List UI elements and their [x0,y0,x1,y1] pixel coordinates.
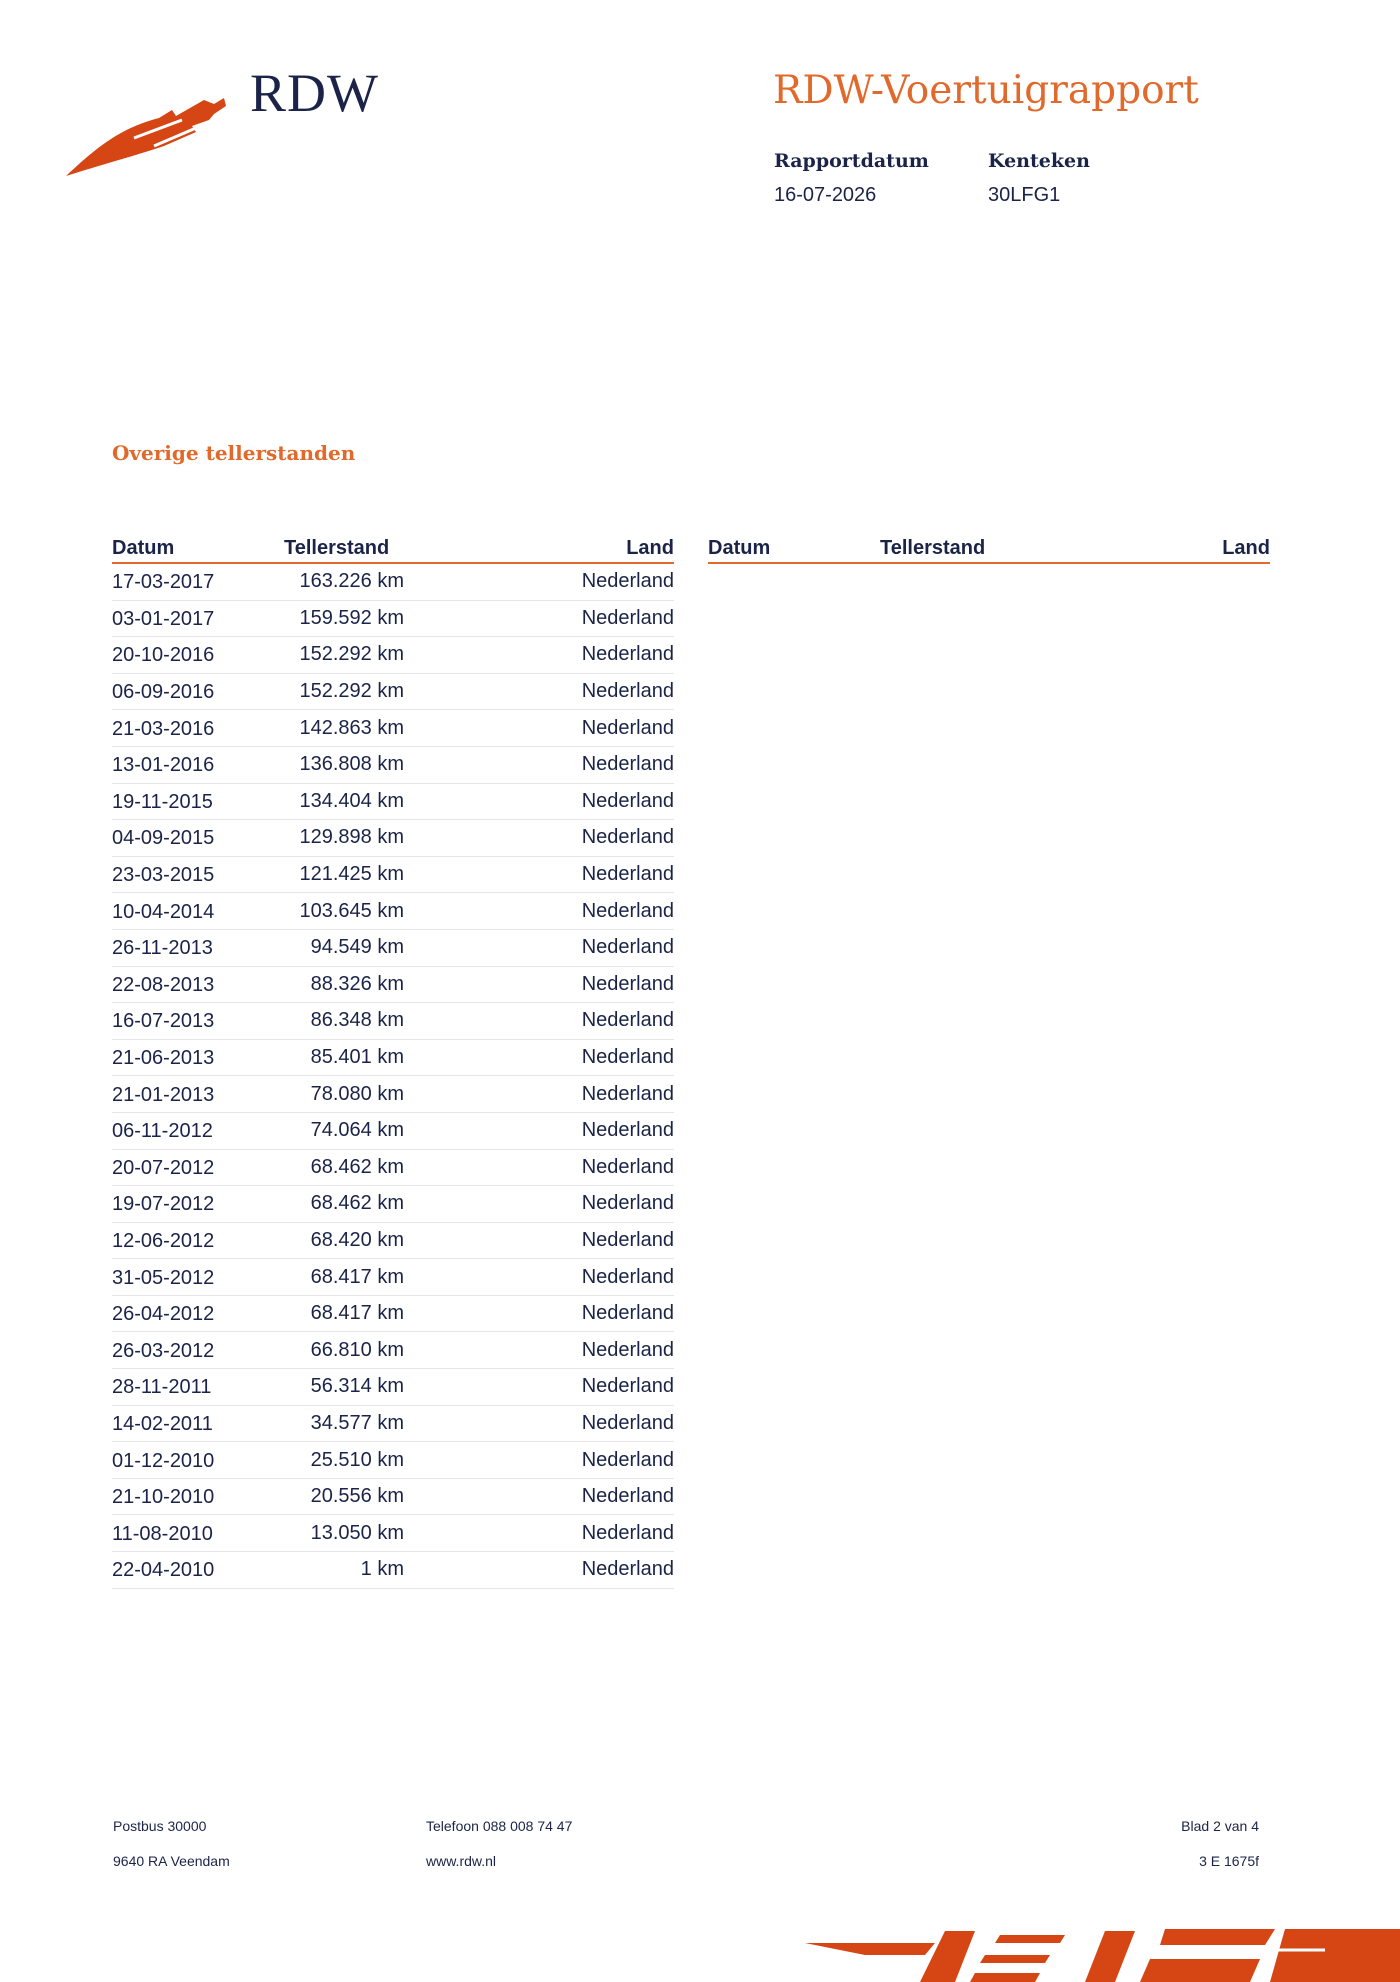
plate-label: Kenteken [988,150,1090,172]
cell-tellerstand: 34.577 km [310,1411,404,1434]
cell-datum: 26-03-2012 [112,1339,215,1362]
cell-tellerstand: 68.462 km [310,1192,404,1215]
cell-datum: 21-06-2013 [112,1047,215,1070]
table-row [112,967,674,1004]
cell-datum: 03-01-2017 [112,607,215,630]
cell-datum: 19-11-2015 [112,790,213,813]
cell-land: Nederland [581,1558,674,1581]
cell-datum: 16-07-2013 [112,1010,215,1033]
table-row [112,1186,674,1223]
cell-datum: 23-03-2015 [112,864,215,887]
table-row [112,601,674,638]
table-row [112,1406,674,1443]
cell-datum: 22-04-2010 [112,1559,215,1582]
cell-land: Nederland [581,753,674,776]
cell-datum: 21-10-2010 [112,1486,215,1509]
cell-land: Nederland [581,1521,674,1544]
table-row [112,710,674,747]
cell-land: Nederland [581,1302,674,1325]
table-row [112,820,674,857]
cell-tellerstand: 78.080 km [310,1082,404,1105]
cell-tellerstand: 152.292 km [299,680,404,703]
cell-tellerstand: 159.592 km [299,606,404,629]
table-row [112,893,674,930]
table-row [112,1223,674,1260]
plate-value: 30LFG1 [988,184,1061,206]
report-date-label: Rapportdatum [774,150,929,172]
cell-land: Nederland [581,826,674,849]
cell-land: Nederland [581,789,674,812]
cell-land: Nederland [581,1265,674,1288]
table-row [112,1296,674,1333]
header-land: Land [626,537,674,559]
cell-datum: 31-05-2012 [112,1266,215,1289]
cell-tellerstand: 121.425 km [299,863,404,886]
cell-land: Nederland [581,1228,674,1251]
cell-tellerstand: 68.417 km [310,1302,404,1325]
cell-land: Nederland [581,570,674,593]
cell-datum: 04-09-2015 [112,827,215,850]
cell-tellerstand: 134.404 km [299,789,404,812]
table-row [112,1259,674,1296]
cell-tellerstand: 129.898 km [299,826,404,849]
cell-tellerstand: 68.420 km [310,1228,404,1251]
cell-land: Nederland [581,1009,674,1032]
cell-datum: 21-01-2013 [112,1083,215,1106]
cell-land: Nederland [581,1119,674,1142]
cell-datum: 12-06-2012 [112,1229,215,1252]
table-row [112,1332,674,1369]
footer-website[interactable]: www.rdw.nl [426,1853,497,1869]
cell-land: Nederland [581,936,674,959]
cell-datum: 06-09-2016 [112,681,215,704]
table-row [112,1150,674,1187]
cell-tellerstand: 56.314 km [310,1375,404,1398]
table-row [112,857,674,894]
cell-land: Nederland [581,680,674,703]
rdw-wing-icon [64,90,234,180]
header-tellerstand: Tellerstand [284,537,390,559]
logo-text: RDW [250,63,379,123]
cell-datum: 19-07-2012 [112,1193,215,1216]
cell-datum: 20-10-2016 [112,644,215,667]
cell-land: Nederland [581,1192,674,1215]
cell-tellerstand: 86.348 km [310,1009,404,1032]
table-row [112,747,674,784]
table-row [112,1040,674,1077]
footer-address-line1: Postbus 30000 [113,1818,207,1834]
report-date: 16-07-2026 [774,184,877,206]
cell-datum: 26-04-2012 [112,1303,215,1326]
cell-datum: 21-03-2016 [112,717,215,740]
cell-land: Nederland [581,972,674,995]
odometer-table-left [112,534,674,1589]
table-header [112,534,674,564]
rdw-logo [64,62,384,182]
cell-tellerstand: 152.292 km [299,643,404,666]
cell-land: Nederland [581,1411,674,1434]
cell-datum: 17-03-2017 [112,571,215,594]
cell-land: Nederland [581,643,674,666]
cell-datum: 28-11-2011 [112,1376,212,1399]
cell-datum: 10-04-2014 [112,900,215,923]
cell-tellerstand: 1 km [360,1558,404,1581]
table-row [112,637,674,674]
cell-datum: 13-01-2016 [112,754,215,777]
cell-land: Nederland [581,606,674,629]
footer-code: 3 E 1675f [1199,1853,1259,1869]
cell-land: Nederland [581,1155,674,1178]
table-row [112,784,674,821]
cell-land: Nederland [581,863,674,886]
table-row [112,1076,674,1113]
table-row [112,1369,674,1406]
cell-tellerstand: 20.556 km [310,1485,404,1508]
decorative-stripes [805,1925,1400,1982]
table-row [112,1113,674,1150]
table-row [112,930,674,967]
table-row [112,674,674,711]
cell-land: Nederland [581,1046,674,1069]
cell-datum: 06-11-2012 [112,1120,213,1143]
table-row [112,1552,674,1589]
cell-datum: 14-02-2011 [112,1412,213,1435]
cell-datum: 01-12-2010 [112,1449,215,1472]
table-row [112,1479,674,1516]
cell-land: Nederland [581,1448,674,1471]
header-datum: Datum [708,537,771,559]
cell-tellerstand: 68.462 km [310,1155,404,1178]
cell-tellerstand: 66.810 km [310,1338,404,1361]
footer-page-number: Blad 2 van 4 [1181,1818,1259,1834]
header-land: Land [1222,537,1270,559]
header-datum: Datum [112,537,175,559]
table-row [112,1442,674,1479]
cell-land: Nederland [581,1338,674,1361]
cell-tellerstand: 85.401 km [310,1046,404,1069]
cell-land: Nederland [581,899,674,922]
cell-tellerstand: 103.645 km [299,899,404,922]
footer-phone: Telefoon 088 008 74 47 [426,1818,573,1834]
cell-tellerstand: 88.326 km [310,972,404,995]
cell-tellerstand: 13.050 km [310,1521,404,1544]
cell-land: Nederland [581,716,674,739]
odometer-table-right [708,534,1270,564]
cell-tellerstand: 25.510 km [310,1448,404,1471]
table-header [708,534,1270,564]
section-title: Overige tellerstanden [112,441,356,465]
cell-tellerstand: 94.549 km [310,936,404,959]
cell-datum: 20-07-2012 [112,1156,215,1179]
cell-tellerstand: 163.226 km [299,570,404,593]
table-body [112,564,674,1589]
cell-land: Nederland [581,1375,674,1398]
cell-tellerstand: 74.064 km [310,1119,404,1142]
cell-land: Nederland [581,1082,674,1105]
footer-address-line2: 9640 RA Veendam [113,1853,230,1869]
header-tellerstand: Tellerstand [880,537,986,559]
table-row [112,1003,674,1040]
cell-datum: 26-11-2013 [112,937,213,960]
report-title: RDW-Voertuigrapport [773,68,1199,113]
table-row [112,1515,674,1552]
cell-tellerstand: 136.808 km [299,753,404,776]
cell-datum: 22-08-2013 [112,973,215,996]
cell-land: Nederland [581,1485,674,1508]
table-row [112,564,674,601]
cell-datum: 11-08-2010 [112,1522,213,1545]
cell-tellerstand: 142.863 km [299,716,404,739]
cell-tellerstand: 68.417 km [310,1265,404,1288]
